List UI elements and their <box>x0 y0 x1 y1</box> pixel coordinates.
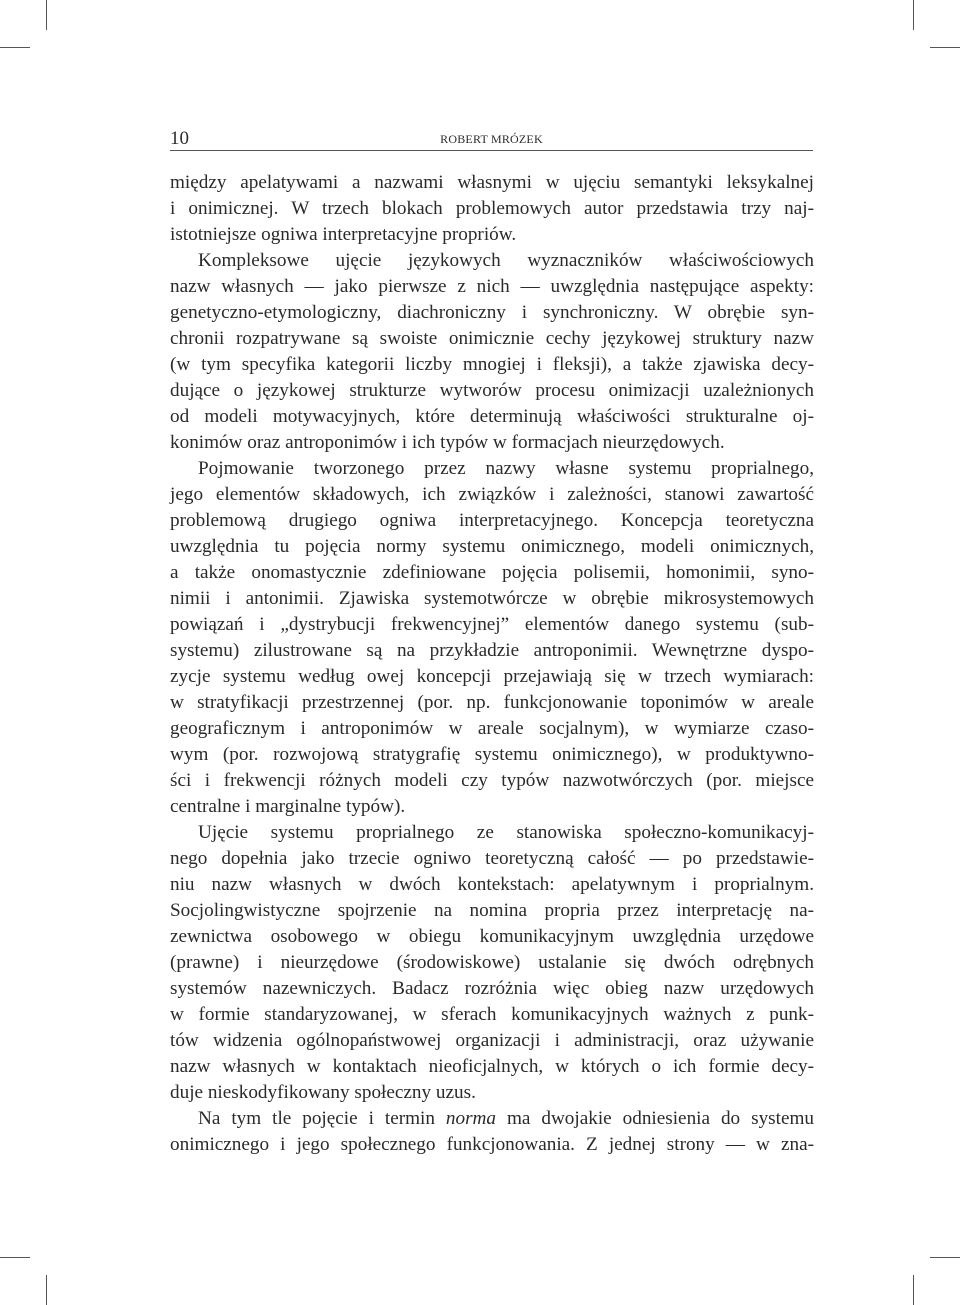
running-title: ROBERT MRÓZEK <box>440 132 543 146</box>
text-line: systemów nazewniczych. Badacz rozróżnia więc obieg nazw urzędowych <box>170 978 814 999</box>
text-line: nazw własnych — jako pierwsze z nich — uwzględnia następujące aspekty: <box>170 276 814 297</box>
text-line: ści i frekwencji różnych modeli czy typów nazwotwórczych (por. miejsce <box>170 770 814 791</box>
text-line: powiązań i „dystrybucji frekwencyjnej” elementów danego systemu (sub- <box>170 614 814 635</box>
crop-mark-top-left <box>46 0 47 30</box>
text-line: Ujęcie systemu proprialnego ze stanowiska społeczno-komunikacyj- <box>198 822 814 843</box>
text-line: konimów oraz antroponimów i ich typów w formacjach nieurzędowych. <box>170 432 725 453</box>
text-line: problemową drugiego ogniwa interpretacyjnego. Koncepcja teoretyczna <box>170 510 814 531</box>
text-line: od modeli motywacyjnych, które determinują właściwości strukturalne oj- <box>170 406 814 427</box>
text-line: genetyczno-etymologiczny, diachroniczny i synchroniczny. W obrębie syn- <box>170 302 814 323</box>
text-line: chronii rozpatrywane są swoiste onimicznie cechy językowej struktury nazw <box>170 328 814 349</box>
text-line: centralne i marginalne typów). <box>170 796 406 817</box>
text-line: w formie standaryzowanej, w sferach komunikacyjnych ważnych z punk- <box>170 1004 814 1025</box>
crop-mark-right-top <box>930 47 960 48</box>
text-line: (prawne) i nieurzędowe (środowiskowe) ustalanie się dwóch odrębnych <box>170 952 814 973</box>
norma-line-before: Na tym tle pojęcie i termin <box>198 1108 446 1129</box>
text-line: Kompleksowe ujęcie językowych wyznaczników właściwościowych <box>198 250 814 271</box>
page-number: 10 <box>170 128 189 149</box>
crop-mark-right-bottom <box>930 1257 960 1258</box>
text-line: nego dopełnia jako trzecie ogniwo teoretyczną całość — po przedstawie- <box>170 848 814 869</box>
text-line: Socjolingwistyczne spojrzenie na nomina propria przez interpretację na- <box>170 900 814 921</box>
text-line: tów widzenia ogólnopaństwowej organizacji i administracji, oraz używanie <box>170 1030 814 1051</box>
crop-mark-top-right <box>913 0 914 30</box>
text-line: systemu) zilustrowane są na przykładzie antroponimii. Wewnętrzne dyspo- <box>170 640 814 661</box>
text-line-norma <box>170 1106 814 1132</box>
text-line: nazw własnych w kontaktach nieoficjalnych, w których o ich formie decy- <box>170 1056 814 1077</box>
crop-mark-left-bottom <box>0 1257 30 1258</box>
paragraph-lines <box>170 170 814 1106</box>
text-line: geograficznym i antroponimów w areale socjalnym), w wymiarze czaso- <box>170 718 814 739</box>
text-line: (w tym specyfika kategorii liczby mnogiej i fleksji), a także zjawiska decy- <box>170 354 814 375</box>
text-line: jego elementów składowych, ich związków i zależności, stanowi zawartość <box>170 484 814 505</box>
text-line-final: onimicznego i jego społecznego funkcjonowania. Z jednej strony — w zna- <box>170 1134 814 1155</box>
text-line: niu nazw własnych w dwóch kontekstach: apelatywnym i proprialnym. <box>170 874 814 895</box>
crop-mark-bottom-right <box>913 1275 914 1305</box>
text-line: zewnictwa osobowego w obiegu komunikacyjnym uwzględnia urzędowe <box>170 926 814 947</box>
text-line: zycje systemu według owej koncepcji przejawiają się w trzech wymiarach: <box>170 666 814 687</box>
text-line: duje nieskodyfikowany społeczny uzus. <box>170 1082 476 1103</box>
text-line: między apelatywami a nazwami własnymi w ujęciu semantyki leksykalnej <box>170 172 814 193</box>
text-line: uwzględnia tu pojęcia normy systemu onimicznego, modeli onimicznych, <box>170 536 814 557</box>
text-line: dujące o językowej strukturze wytworów procesu onimizacji uzależnionych <box>170 380 814 401</box>
text-line: Pojmowanie tworzonego przez nazwy własne systemu proprialnego, <box>198 458 814 479</box>
text-line: a także onomastycznie zdefiniowane pojęcia polisemii, homonimii, syno- <box>170 562 814 583</box>
running-head <box>170 128 813 151</box>
crop-mark-left-top <box>0 47 30 48</box>
text-line: w stratyfikacji przestrzennej (por. np. funkcjonowanie toponimów w areale <box>170 692 814 713</box>
norma-line-after: ma dwojakie odniesienia do systemu <box>496 1108 814 1129</box>
text-line: nimii i antonimii. Zjawiska systemotwórcze w obrębie mikrosystemowych <box>170 588 814 609</box>
term-norma: norma <box>445 1108 497 1129</box>
text-line: istotniejsze ogniwa interpretacyjne propriów. <box>170 224 517 245</box>
crop-mark-bottom-left <box>46 1275 47 1305</box>
text-line: wym (por. rozwojową stratygrafię systemu onimicznego), w produktywno- <box>170 744 814 765</box>
text-line: i onimicznej. W trzech blokach problemowych autor przedstawia trzy naj- <box>170 198 814 219</box>
body-text <box>170 170 814 1158</box>
